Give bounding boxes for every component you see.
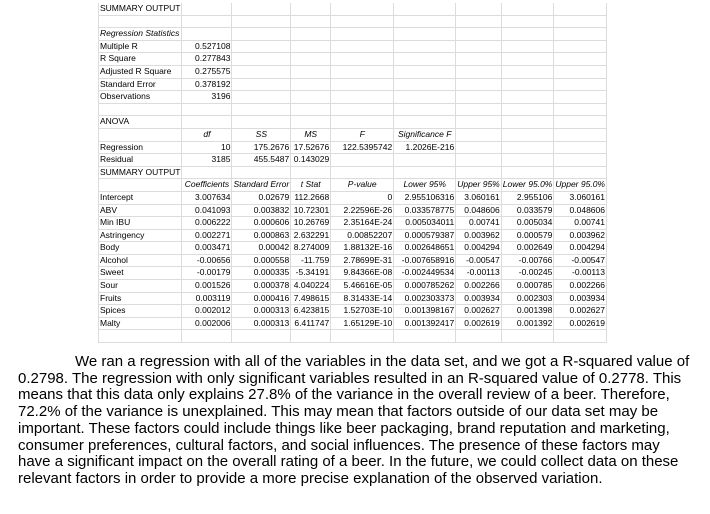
sheet-row bbox=[98, 79, 607, 92]
empty-cell bbox=[331, 66, 394, 79]
sheet-row bbox=[98, 242, 607, 255]
empty-cell bbox=[331, 330, 394, 343]
column-header-cell: P-value bbox=[331, 179, 394, 192]
sheet-row bbox=[98, 305, 607, 318]
empty-cell bbox=[331, 104, 394, 117]
sheet-row bbox=[98, 179, 607, 192]
value-cell: 0.001398167 bbox=[394, 305, 456, 318]
empty-cell bbox=[394, 330, 456, 343]
empty-cell bbox=[554, 129, 607, 142]
empty-cell bbox=[394, 91, 456, 104]
value-cell: -0.002449534 bbox=[394, 267, 456, 280]
empty-cell bbox=[502, 53, 555, 66]
value-cell: -11.759 bbox=[291, 255, 331, 268]
value-cell: 0.001392417 bbox=[394, 318, 456, 331]
value-cell: 122.5395742 bbox=[331, 142, 394, 155]
empty-cell bbox=[502, 154, 555, 167]
empty-cell bbox=[456, 142, 502, 155]
empty-cell bbox=[502, 116, 555, 129]
value-cell: 4.040224 bbox=[291, 280, 331, 293]
value-cell: 2.955106 bbox=[502, 192, 555, 205]
row-label-cell: Malty bbox=[98, 318, 182, 331]
value-cell: 0.000313 bbox=[232, 305, 291, 318]
value-cell: 0.000558 bbox=[232, 255, 291, 268]
row-label-cell: Astringency bbox=[98, 230, 182, 243]
row-label-cell: Standard Error bbox=[98, 79, 182, 92]
empty-cell bbox=[331, 91, 394, 104]
empty-cell bbox=[502, 16, 555, 29]
empty-cell bbox=[331, 79, 394, 92]
empty-cell bbox=[394, 79, 456, 92]
empty-cell bbox=[232, 104, 291, 117]
value-cell: 2.632291 bbox=[291, 230, 331, 243]
value-cell: 1.2026E-216 bbox=[394, 142, 456, 155]
value-cell: 0.006222 bbox=[182, 217, 232, 230]
column-header-cell: Upper 95.0% bbox=[554, 179, 607, 192]
empty-cell bbox=[394, 53, 456, 66]
empty-cell bbox=[232, 79, 291, 92]
value-cell: 3.060161 bbox=[456, 192, 502, 205]
analysis-paragraph: We ran a regression with all of the variables in the data set, and we got a R-squared value of 0.2798. The regression with only significant variables resulted in an R-squared value of 0.2778. This means that this data only explains 27.8% of the variance in the overall review of a beer. Therefore, 72.2% of the variance is unexplained. This may mean that factors outside of our data set may be important. These factors could include things like beer packaging, brand reputation and marketing, consumer preferences, cultural factors, and social influences. The presence of these factors may have a significant impact on the overall rating of a beer. In the future, we could collect data on these relevant factors in order to provide a more precise explanation of the observed variation. bbox=[18, 353, 690, 487]
value-cell: 0.004294 bbox=[456, 242, 502, 255]
column-header-cell: Upper 95% bbox=[456, 179, 502, 192]
value-cell: 0.000313 bbox=[232, 318, 291, 331]
empty-cell bbox=[232, 116, 291, 129]
empty-cell bbox=[456, 28, 502, 41]
section-title-cell: ANOVA bbox=[98, 116, 182, 129]
row-label-cell: Alcohol bbox=[98, 255, 182, 268]
value-cell: 175.2676 bbox=[232, 142, 291, 155]
empty-cell bbox=[456, 16, 502, 29]
row-label-cell: R Square bbox=[98, 53, 182, 66]
empty-cell bbox=[291, 104, 331, 117]
sheet-row bbox=[98, 230, 607, 243]
empty-cell bbox=[331, 28, 394, 41]
row-label-cell: Intercept bbox=[98, 192, 182, 205]
value-cell: 0.048606 bbox=[456, 205, 502, 218]
sheet-row bbox=[98, 330, 607, 343]
empty-cell bbox=[331, 116, 394, 129]
column-header-cell: Coefficients bbox=[182, 179, 232, 192]
value-cell: 2.35164E-24 bbox=[331, 217, 394, 230]
value-cell: -0.007658916 bbox=[394, 255, 456, 268]
value-cell: 0.002619 bbox=[456, 318, 502, 331]
sheet-row bbox=[98, 3, 607, 16]
empty-cell bbox=[456, 116, 502, 129]
value-cell: 0.002303 bbox=[502, 293, 555, 306]
value-cell: 112.2668 bbox=[291, 192, 331, 205]
empty-cell bbox=[291, 3, 331, 16]
value-cell: 0.005034011 bbox=[394, 217, 456, 230]
column-header-cell: df bbox=[182, 129, 232, 142]
sheet-row bbox=[98, 217, 607, 230]
value-cell: 0.275575 bbox=[182, 66, 232, 79]
spreadsheet-grid bbox=[98, 3, 607, 343]
empty-cell bbox=[291, 91, 331, 104]
sheet-row bbox=[98, 116, 607, 129]
empty-cell bbox=[291, 53, 331, 66]
value-cell: 0.002266 bbox=[456, 280, 502, 293]
empty-cell bbox=[331, 41, 394, 54]
empty-cell bbox=[554, 3, 607, 16]
empty-cell bbox=[331, 3, 394, 16]
row-label-cell: Body bbox=[98, 242, 182, 255]
value-cell: 0.002012 bbox=[182, 305, 232, 318]
value-cell: 0.003832 bbox=[232, 205, 291, 218]
value-cell: -0.00179 bbox=[182, 267, 232, 280]
section-title-cell: SUMMARY OUTPUT bbox=[98, 167, 182, 180]
value-cell: 0.005034 bbox=[502, 217, 555, 230]
empty-cell bbox=[502, 142, 555, 155]
value-cell: 10 bbox=[182, 142, 232, 155]
section-title-cell: SUMMARY OUTPUT bbox=[98, 3, 182, 16]
value-cell: 3.007634 bbox=[182, 192, 232, 205]
value-cell: 0.033578775 bbox=[394, 205, 456, 218]
empty-cell bbox=[182, 104, 232, 117]
sheet-row bbox=[98, 91, 607, 104]
row-label-cell: Regression bbox=[98, 142, 182, 155]
column-header-cell: Standard Error bbox=[232, 179, 291, 192]
value-cell: 0.003119 bbox=[182, 293, 232, 306]
empty-cell bbox=[456, 104, 502, 117]
empty-cell bbox=[502, 104, 555, 117]
row-label-cell: Fruits bbox=[98, 293, 182, 306]
row-label-cell: Adjusted R Square bbox=[98, 66, 182, 79]
empty-cell bbox=[394, 28, 456, 41]
row-label-cell: ABV bbox=[98, 205, 182, 218]
value-cell: 2.78699E-31 bbox=[331, 255, 394, 268]
empty-cell bbox=[394, 41, 456, 54]
empty-cell bbox=[456, 53, 502, 66]
empty-cell bbox=[182, 116, 232, 129]
empty-cell bbox=[331, 53, 394, 66]
empty-cell bbox=[291, 330, 331, 343]
empty-cell bbox=[394, 3, 456, 16]
empty-cell bbox=[554, 104, 607, 117]
value-cell: 6.423815 bbox=[291, 305, 331, 318]
value-cell: -0.00245 bbox=[502, 267, 555, 280]
empty-cell bbox=[394, 116, 456, 129]
empty-cell bbox=[554, 154, 607, 167]
value-cell: 2.22596E-26 bbox=[331, 205, 394, 218]
sheet-row bbox=[98, 205, 607, 218]
value-cell: 0.378192 bbox=[182, 79, 232, 92]
row-label-cell: Multiple R bbox=[98, 41, 182, 54]
sheet-row bbox=[98, 129, 607, 142]
value-cell: 1.52703E-10 bbox=[331, 305, 394, 318]
value-cell: 17.52676 bbox=[291, 142, 331, 155]
sheet-row bbox=[98, 41, 607, 54]
empty-cell bbox=[291, 41, 331, 54]
empty-cell bbox=[502, 28, 555, 41]
value-cell: 0.000579 bbox=[502, 230, 555, 243]
empty-cell bbox=[291, 66, 331, 79]
column-header-cell: Lower 95% bbox=[394, 179, 456, 192]
column-header-cell: Significance F bbox=[394, 129, 456, 142]
value-cell: 0.02679 bbox=[232, 192, 291, 205]
value-cell: -0.00113 bbox=[554, 267, 607, 280]
column-header-cell: SS bbox=[232, 129, 291, 142]
empty-cell bbox=[98, 179, 182, 192]
empty-cell bbox=[291, 167, 331, 180]
value-cell: 0.143029 bbox=[291, 154, 331, 167]
value-cell: 1.88132E-16 bbox=[331, 242, 394, 255]
empty-cell bbox=[554, 53, 607, 66]
empty-cell bbox=[232, 167, 291, 180]
value-cell: 0.527108 bbox=[182, 41, 232, 54]
empty-cell bbox=[502, 330, 555, 343]
empty-cell bbox=[182, 16, 232, 29]
empty-cell bbox=[554, 330, 607, 343]
empty-cell bbox=[554, 41, 607, 54]
empty-cell bbox=[232, 3, 291, 16]
sheet-row bbox=[98, 267, 607, 280]
empty-cell bbox=[554, 16, 607, 29]
value-cell: 0.000335 bbox=[232, 267, 291, 280]
value-cell: -0.00656 bbox=[182, 255, 232, 268]
empty-cell bbox=[394, 154, 456, 167]
value-cell: 0.004294 bbox=[554, 242, 607, 255]
value-cell: 0.00741 bbox=[456, 217, 502, 230]
empty-cell bbox=[502, 3, 555, 16]
empty-cell bbox=[182, 167, 232, 180]
row-label-cell: Sour bbox=[98, 280, 182, 293]
value-cell: 0.003934 bbox=[456, 293, 502, 306]
empty-cell bbox=[331, 16, 394, 29]
value-cell: -0.00766 bbox=[502, 255, 555, 268]
value-cell: 0.003962 bbox=[456, 230, 502, 243]
sheet-row bbox=[98, 53, 607, 66]
value-cell: -0.00547 bbox=[554, 255, 607, 268]
empty-cell bbox=[456, 41, 502, 54]
value-cell: 0.000579387 bbox=[394, 230, 456, 243]
value-cell: 0.001526 bbox=[182, 280, 232, 293]
value-cell: 0.00741 bbox=[554, 217, 607, 230]
sheet-row bbox=[98, 66, 607, 79]
value-cell: 0.001392 bbox=[502, 318, 555, 331]
value-cell: 0.000416 bbox=[232, 293, 291, 306]
empty-cell bbox=[456, 330, 502, 343]
row-label-cell: Sweet bbox=[98, 267, 182, 280]
empty-cell bbox=[554, 167, 607, 180]
empty-cell bbox=[502, 41, 555, 54]
value-cell: 10.26769 bbox=[291, 217, 331, 230]
sheet-row bbox=[98, 154, 607, 167]
empty-cell bbox=[502, 167, 555, 180]
empty-cell bbox=[502, 129, 555, 142]
value-cell: 0.048606 bbox=[554, 205, 607, 218]
empty-cell bbox=[554, 91, 607, 104]
value-cell: 0.002271 bbox=[182, 230, 232, 243]
empty-cell bbox=[502, 66, 555, 79]
value-cell: 0.002627 bbox=[456, 305, 502, 318]
empty-cell bbox=[182, 3, 232, 16]
empty-cell bbox=[456, 167, 502, 180]
value-cell: 8.274009 bbox=[291, 242, 331, 255]
value-cell: 0.002266 bbox=[554, 280, 607, 293]
empty-cell bbox=[291, 16, 331, 29]
value-cell: 0.003962 bbox=[554, 230, 607, 243]
sheet-row bbox=[98, 280, 607, 293]
value-cell: 0.000785 bbox=[502, 280, 555, 293]
value-cell: 0.000863 bbox=[232, 230, 291, 243]
value-cell: 0.041093 bbox=[182, 205, 232, 218]
value-cell: 3196 bbox=[182, 91, 232, 104]
value-cell: 0.003934 bbox=[554, 293, 607, 306]
value-cell: 3185 bbox=[182, 154, 232, 167]
column-header-cell: t Stat bbox=[291, 179, 331, 192]
empty-cell bbox=[394, 66, 456, 79]
row-label-cell: Min IBU bbox=[98, 217, 182, 230]
empty-cell bbox=[98, 330, 182, 343]
empty-cell bbox=[554, 66, 607, 79]
empty-cell bbox=[232, 16, 291, 29]
value-cell: 0.002006 bbox=[182, 318, 232, 331]
empty-cell bbox=[232, 91, 291, 104]
value-cell: 3.060161 bbox=[554, 192, 607, 205]
value-cell: 0 bbox=[331, 192, 394, 205]
empty-cell bbox=[456, 129, 502, 142]
empty-cell bbox=[456, 3, 502, 16]
empty-cell bbox=[394, 16, 456, 29]
value-cell: 7.498615 bbox=[291, 293, 331, 306]
value-cell: 2.955106316 bbox=[394, 192, 456, 205]
empty-cell bbox=[98, 129, 182, 142]
value-cell: 0.000378 bbox=[232, 280, 291, 293]
empty-cell bbox=[554, 142, 607, 155]
value-cell: 6.411747 bbox=[291, 318, 331, 331]
sheet-row bbox=[98, 16, 607, 29]
value-cell: 0.001398 bbox=[502, 305, 555, 318]
empty-cell bbox=[331, 154, 394, 167]
sheet-row bbox=[98, 192, 607, 205]
empty-cell bbox=[291, 28, 331, 41]
sheet-row bbox=[98, 104, 607, 117]
empty-cell bbox=[98, 16, 182, 29]
value-cell: 0.002648651 bbox=[394, 242, 456, 255]
value-cell: -0.00113 bbox=[456, 267, 502, 280]
value-cell: 0.002627 bbox=[554, 305, 607, 318]
value-cell: -0.00547 bbox=[456, 255, 502, 268]
empty-cell bbox=[182, 330, 232, 343]
sheet-row bbox=[98, 293, 607, 306]
value-cell: 0.003471 bbox=[182, 242, 232, 255]
empty-cell bbox=[456, 66, 502, 79]
value-cell: 0.000785262 bbox=[394, 280, 456, 293]
row-label-cell: Residual bbox=[98, 154, 182, 167]
sheet-row bbox=[98, 142, 607, 155]
empty-cell bbox=[291, 79, 331, 92]
value-cell: 0.277843 bbox=[182, 53, 232, 66]
sheet-row bbox=[98, 318, 607, 331]
empty-cell bbox=[456, 79, 502, 92]
sheet-row bbox=[98, 255, 607, 268]
sheet-row bbox=[98, 167, 607, 180]
value-cell: 10.72301 bbox=[291, 205, 331, 218]
empty-cell bbox=[232, 41, 291, 54]
empty-cell bbox=[232, 53, 291, 66]
value-cell: 0.002303373 bbox=[394, 293, 456, 306]
value-cell: 8.31433E-14 bbox=[331, 293, 394, 306]
empty-cell bbox=[232, 330, 291, 343]
column-header-cell: Lower 95.0% bbox=[502, 179, 555, 192]
empty-cell bbox=[331, 167, 394, 180]
empty-cell bbox=[232, 66, 291, 79]
empty-cell bbox=[502, 79, 555, 92]
sheet-row bbox=[98, 28, 607, 41]
value-cell: 0.00042 bbox=[232, 242, 291, 255]
empty-cell bbox=[456, 91, 502, 104]
section-title-cell: Regression Statistics bbox=[98, 28, 182, 41]
empty-cell bbox=[554, 116, 607, 129]
column-header-cell: F bbox=[331, 129, 394, 142]
row-label-cell: Observations bbox=[98, 91, 182, 104]
empty-cell bbox=[182, 28, 232, 41]
empty-cell bbox=[554, 28, 607, 41]
row-label-cell: Spices bbox=[98, 305, 182, 318]
value-cell: 0.002649 bbox=[502, 242, 555, 255]
value-cell: 5.46616E-05 bbox=[331, 280, 394, 293]
value-cell: -5.34191 bbox=[291, 267, 331, 280]
column-header-cell: MS bbox=[291, 129, 331, 142]
empty-cell bbox=[502, 91, 555, 104]
empty-cell bbox=[232, 28, 291, 41]
value-cell: 0.00852207 bbox=[331, 230, 394, 243]
empty-cell bbox=[394, 167, 456, 180]
value-cell: 0.002619 bbox=[554, 318, 607, 331]
value-cell: 0.033579 bbox=[502, 205, 555, 218]
empty-cell bbox=[394, 104, 456, 117]
empty-cell bbox=[291, 116, 331, 129]
empty-cell bbox=[98, 104, 182, 117]
empty-cell bbox=[456, 154, 502, 167]
value-cell: 0.000606 bbox=[232, 217, 291, 230]
value-cell: 9.84366E-08 bbox=[331, 267, 394, 280]
empty-cell bbox=[554, 79, 607, 92]
value-cell: 455.5487 bbox=[232, 154, 291, 167]
value-cell: 1.65129E-10 bbox=[331, 318, 394, 331]
